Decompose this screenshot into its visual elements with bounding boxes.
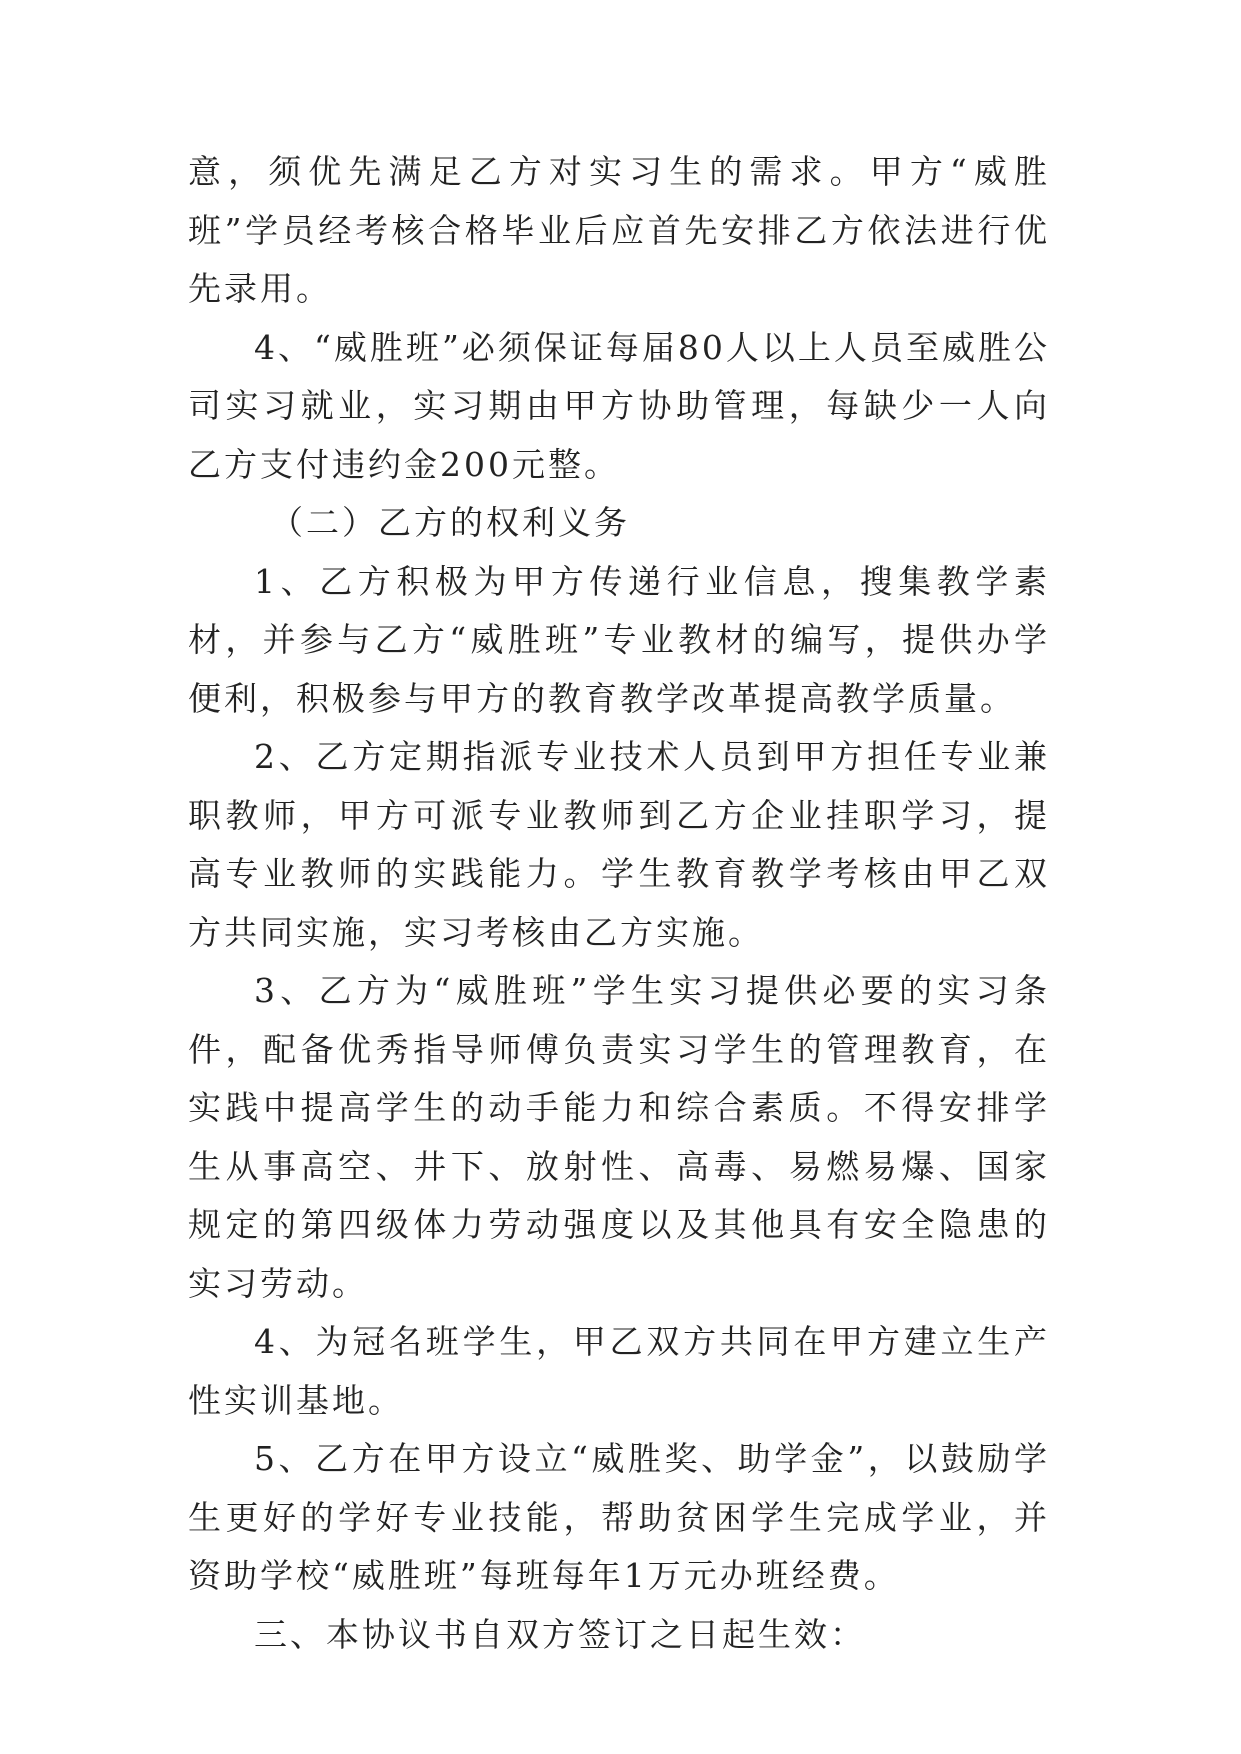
- document-body: [188, 143, 1050, 1664]
- paragraph-clause-2-part-time-teachers: 2、乙方定期指派专业技术人员到甲方担任专业兼职教师，甲方可派专业教师到乙方企业挂职学习，提高专业教师的实践能力。学生教育教学考核由甲乙双方共同实施，实习考核由乙方实施。: [188, 737, 1050, 952]
- paragraph-clause-1-industry-info: 1、乙方积极为甲方传递行业信息，搜集教学素材，并参与乙方“威胜班”专业教材的编写，提供办学便利，积极参与甲方的教育教学改革提高教学质量。: [188, 561, 1050, 718]
- paragraph-clause-5-scholarship: 5、乙方在甲方设立“威胜奖、助学金”，以鼓励学生更好的学好专业技能，帮助贫困学生完成学业，并资助学校“威胜班”每班每年1万元办班经费。: [188, 1439, 1050, 1595]
- section-heading-party-b-rights: （二）乙方的权利义务: [270, 503, 630, 542]
- section-heading-effective-date: 三、本协议书自双方签订之日起生效：: [254, 1614, 866, 1654]
- paragraph-clause-4-training-base: 4、为冠名班学生，甲乙双方共同在甲方建立生产性实训基地。: [188, 1322, 1050, 1420]
- paragraph-clause-4-class-size: 4、“威胜班”必须保证每届80人以上人员至威胜公司实习就业，实习期由甲方协助管理，每缺少一人向乙方支付违约金200元整。: [188, 327, 1050, 484]
- paragraph-clause-3-internship-conditions: 3、乙方为“威胜班”学生实习提供必要的实习条件，配备优秀指导师傅负责实习学生的管理教育，在实践中提高学生的动手能力和综合素质。不得安排学生从事高空、井下、放射性、高毒、易燃易爆、国家规定的第四级体力劳动强度以及其他具有安全隐患的实习劳动。: [188, 971, 1050, 1303]
- paragraph-continuation: 意，须优先满足乙方对实习生的需求。甲方“威胜班”学员经考核合格毕业后应首先安排乙方依法进行优先录用。: [188, 152, 1050, 308]
